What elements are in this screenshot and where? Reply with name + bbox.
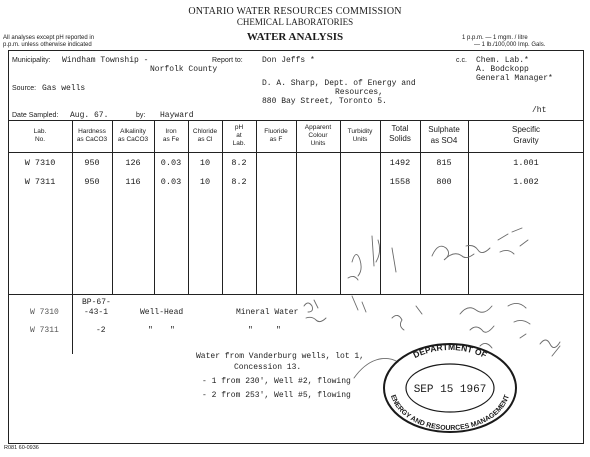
remarks-line-3: - 1 from 230', Well #2, flowing (202, 377, 351, 386)
received-date-stamp (380, 340, 520, 436)
lower-row-1-desc: Well-Head (140, 308, 184, 317)
date-sampled-label: Date Sampled: (12, 112, 59, 119)
lower-row-2-lab: W 7311 (30, 326, 59, 335)
remarks-line-1: Water from Vanderburg wells, lot 1, (196, 352, 365, 361)
cell-gravity: 1.002 (513, 177, 539, 187)
lower-row-1-type: Mineral Water (236, 308, 299, 317)
svg-text:DEPARTMENT OF: DEPARTMENT OF (411, 341, 489, 361)
col-header-chloride: Chloride as Cl (192, 128, 218, 143)
cell-total-solids: 1558 (389, 177, 411, 187)
col-header-fluoride: Fluoride as F (264, 128, 288, 143)
municipality-label: Municipality: (12, 57, 51, 64)
source-value: Gas wells (42, 84, 86, 93)
cell-lab-no: W 7310 (24, 158, 56, 168)
col-header-turbidity: Turbidity Units (347, 128, 373, 143)
lower-row-2-ditto: " (248, 326, 253, 335)
municipality-value: Windham Township - (62, 56, 149, 65)
date-sampled-value: Aug. 67. (70, 111, 109, 120)
cc-line-2: A. Bodckopp (476, 65, 529, 74)
col-header-ph: pH at Lab. (232, 124, 246, 147)
col-header-alkalinity: Alkalinity as CaCO3 (117, 128, 149, 143)
address-line-1: D. A. Sharp, Dept. of Energy and (262, 79, 416, 88)
cc-line-3: General Manager* (476, 74, 553, 83)
address-line-3: 880 Bay Street, Toronto 5. (262, 97, 387, 106)
document-title: WATER ANALYSIS (246, 31, 344, 43)
cell-gravity: 1.001 (513, 158, 539, 168)
cell-sulphate: 815 (436, 158, 452, 168)
org-name: ONTARIO WATER RESOURCES COMMISSION (188, 6, 402, 17)
report-to-label: Report to: (212, 57, 243, 64)
cell-total-solids: 1492 (389, 158, 411, 168)
col-header-hardness: Hardness as CaCO3 (76, 128, 108, 143)
col-header-colour: Apparent Colour Units (304, 124, 332, 147)
cell-iron: 0.03 (160, 177, 182, 187)
col-header-sulphate: Sulphate as SO4 (428, 125, 460, 145)
svg-text:SEP 15 1967: SEP 15 1967 (413, 384, 487, 396)
report-to-value: Don Jeffs * (262, 56, 315, 65)
typist-initials: /ht (532, 106, 547, 115)
address-line-2: Resources, (335, 88, 384, 97)
units-note-right-2: — 1 lb./100,000 Imp. Gals. (474, 42, 546, 48)
units-note-left-1: All analyses except pH reported in (3, 35, 95, 41)
lower-row-1-code-a: BP-67- (82, 298, 111, 307)
cell-ph: 8.2 (231, 158, 247, 168)
source-label: Source: (12, 85, 37, 92)
units-note-left-2: p.p.m. unless otherwise indicated (3, 42, 92, 48)
lower-row-2-code: -2 (96, 326, 106, 335)
sampled-by-label: by: (136, 112, 146, 119)
form-code: R081 60-0936 (4, 445, 39, 451)
cell-lab-no: W 7311 (24, 177, 56, 187)
cell-alkalinity: 116 (125, 177, 141, 187)
cc-line-1: Chem. Lab.* (476, 56, 529, 65)
cell-ph: 8.2 (231, 177, 247, 187)
lower-row-2-ditto: " (148, 326, 153, 335)
remarks-line-4: - 2 from 253', Well #5, flowing (202, 391, 351, 400)
lower-row-1-code-b: -43-1 (84, 308, 109, 317)
sampled-by-value: Hayward (160, 111, 194, 120)
lower-row-1-lab: W 7310 (30, 308, 59, 317)
cc-label: c.c. (456, 57, 467, 64)
col-header-lab-no: Lab. No. (33, 128, 47, 143)
units-note-right-1: 1 p.p.m. — 1 mgm. / litre (462, 35, 528, 41)
municipality-county: Norfolk County (150, 65, 218, 74)
cell-alkalinity: 126 (125, 158, 141, 168)
col-header-total-solids: Total Solids (389, 124, 411, 143)
lower-row-2-ditto: " (170, 326, 175, 335)
cell-chloride: 10 (199, 158, 211, 168)
lower-row-2-ditto: " (276, 326, 281, 335)
cell-hardness: 950 (84, 177, 100, 187)
cell-chloride: 10 (199, 177, 211, 187)
svg-text:ENERGY AND RESOURCES MANAGEMEN: ENERGY AND RESOURCES MANAGEMENT (389, 394, 511, 433)
cell-iron: 0.03 (160, 158, 182, 168)
remarks-line-2: Concession 13. (234, 363, 302, 372)
col-header-iron: Iron as Fe (162, 128, 180, 143)
cell-sulphate: 800 (436, 177, 452, 187)
org-subtitle: CHEMICAL LABORATORIES (236, 17, 354, 27)
col-header-gravity: Specific Gravity (511, 125, 540, 145)
cell-hardness: 950 (84, 158, 100, 168)
